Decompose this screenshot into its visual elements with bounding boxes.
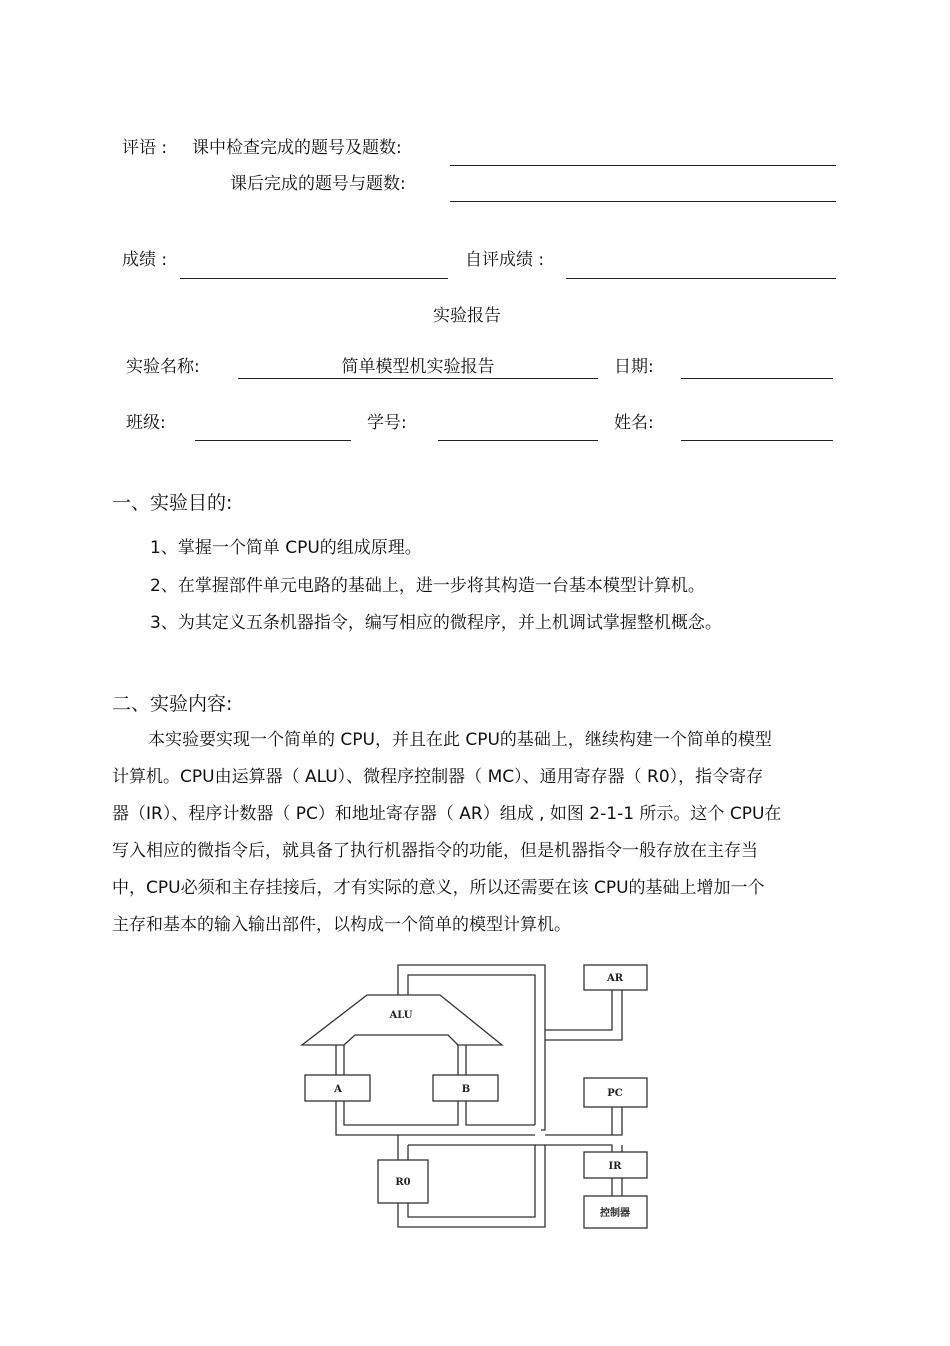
alu-label: ALU: [389, 1010, 413, 1021]
register-b-label: B: [461, 1084, 471, 1095]
register-ar-label: AR: [606, 973, 624, 984]
section2-heading: 二、实验内容:: [112, 693, 233, 715]
grade-label: 成绩 :: [122, 250, 168, 270]
paragraph-line: 主存和基本的输入输出部件，以构成一个简单的模型计算机。: [112, 915, 571, 935]
objective-item: 1、掌握一个简单 CPU的组成原理。: [150, 538, 422, 558]
student-name-blank[interactable]: [681, 440, 833, 441]
register-r0-label: R0: [395, 1177, 411, 1188]
class-label: 班级:: [126, 413, 166, 433]
after-class-blank[interactable]: [450, 201, 836, 202]
register-ir-label: IR: [608, 1161, 622, 1172]
register-a-label: A: [334, 1084, 342, 1095]
paragraph-line: 写入相应的微指令后，就具备了执行机器指令的功能，但是机器指令一般存放在主存当: [112, 841, 758, 861]
in-class-label: 课中检查完成的题号及题数:: [192, 138, 402, 158]
student-name-label: 姓名:: [614, 413, 654, 433]
date-blank[interactable]: [681, 378, 833, 379]
after-class-label: 课后完成的题号与题数:: [230, 174, 406, 194]
objective-item: 2、在掌握部件单元电路的基础上，进一步将其构造一台基本模型计算机。: [150, 576, 705, 596]
section1-heading: 一、实验目的:: [112, 492, 233, 514]
class-blank[interactable]: [195, 440, 351, 441]
grade-blank[interactable]: [180, 278, 448, 279]
student-id-label: 学号:: [367, 413, 407, 433]
experiment-name-blank[interactable]: [238, 378, 598, 379]
paragraph-line: 器（IR）、程序计数器（ PC）和地址寄存器（ AR）组成 , 如图 2-1-1 所示。这个 CPU在: [112, 804, 782, 824]
student-id-blank[interactable]: [438, 440, 598, 441]
paragraph-line: 中，CPU必须和主存挂接后，才有实际的意义，所以还需要在该 CPU的基础上增加一个: [112, 878, 765, 898]
experiment-name-value: 简单模型机实验报告: [341, 357, 495, 377]
register-pc-label: PC: [607, 1088, 623, 1099]
controller-label: 控制器: [600, 1208, 630, 1219]
objective-item: 3、为其定义五条机器指令，编写相应的微程序，并上机调试掌握整机概念。: [150, 613, 722, 633]
self-grade-label: 自评成绩 :: [465, 250, 545, 270]
comment-label: 评语 :: [122, 138, 168, 158]
experiment-name-label: 实验名称:: [126, 357, 200, 377]
date-label: 日期:: [614, 357, 654, 377]
paragraph-line: 计算机。CPU由运算器（ ALU）、微程序控制器（ MC）、通用寄存器（ R0），指令寄存: [112, 767, 764, 787]
content-paragraph: [112, 722, 832, 944]
report-title: 实验报告: [433, 306, 501, 326]
paragraph-line: 本实验要实现一个简单的 CPU，并且在此 CPU的基础上，继续构建一个简单的模型: [148, 730, 772, 750]
self-grade-blank[interactable]: [566, 278, 836, 279]
cpu-diagram: [290, 955, 670, 1235]
in-class-blank[interactable]: [450, 165, 836, 166]
